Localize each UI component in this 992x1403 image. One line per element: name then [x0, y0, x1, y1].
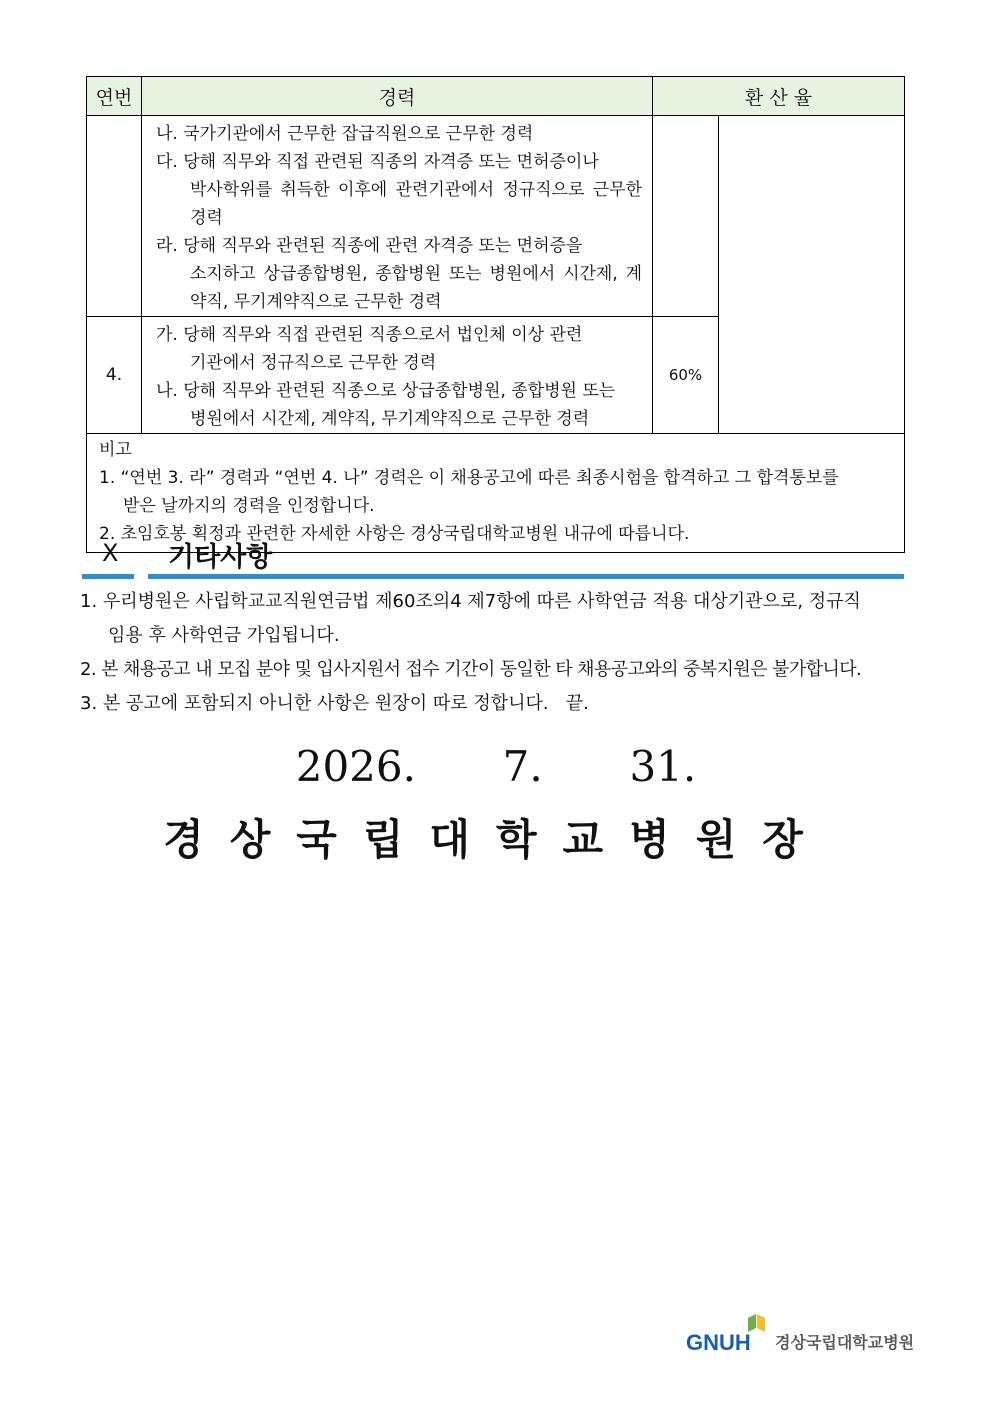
misc-list	[80, 585, 912, 721]
entry-text: 가. 당해 직무와 직접 관련된 직종으로서 법인체 이상 관련	[156, 325, 583, 345]
announcement-date: 2026. 7. 31.	[295, 742, 697, 791]
entry-continuation: 소지하고 상급종합병원, 종합병원 또는 병원에서 시간제, 계약직, 무기계약직으로 근무한 경력	[190, 264, 642, 312]
career-entry	[156, 148, 642, 232]
hospital-logo	[686, 1312, 916, 1356]
list-item-text: 3. 본 공고에 포함되지 아니한 사항은 원장이 따로 정합니다. 끝.	[80, 693, 589, 714]
section-number: X	[102, 539, 119, 567]
entry-continuation: 박사학위를 취득한 이후에 관련기관에서 정규직으로 근무한 경력	[190, 180, 642, 228]
note-text: 2. 초임호봉 획정과 관련한 자세한 사항은 경상국립대학교병원 내규에 따릅니다.	[99, 524, 690, 544]
logo-subtitle: 경상국립대학교병원	[775, 1333, 915, 1352]
career-entry	[156, 232, 642, 316]
career-entry	[156, 321, 642, 377]
note-item	[99, 464, 892, 520]
heading-underline-short	[82, 574, 134, 579]
row3-no-cell	[87, 116, 142, 317]
list-item	[80, 687, 912, 721]
entry-text: 나. 당해 직무와 관련된 직종으로 상급종합병원, 종합병원 또는	[156, 381, 616, 401]
entry-continuation: 병원에서 시간제, 계약직, 무기계약직으로 근무한 경력	[190, 409, 590, 429]
career-conversion-table	[86, 76, 905, 553]
logo-text: GNUH	[686, 1330, 751, 1355]
list-item-text: 2. 본 채용공고 내 모집 분야 및 입사지원서 접수 기간이 동일한 타 채용공고와의 중복지원은 불가합니다.	[80, 659, 862, 680]
list-item-continuation: 임용 후 사학연금 가입됩니다.	[108, 625, 340, 646]
header-rate: 환 산 율	[653, 77, 905, 116]
note-text: 1. “연번 3. 라” 경력과 “연번 4. 나” 경력은 이 채용공고에 따른 최종시험을 합격하고 그 합격통보를	[99, 468, 839, 488]
note-continuation: 받은 날까지의 경력을 인정합니다.	[123, 496, 375, 516]
heading-underline-long	[148, 574, 904, 579]
entry-text: 나. 국가기관에서 근무한 잡급직원으로 근무한 경력	[156, 124, 534, 144]
table-row	[87, 116, 905, 317]
header-no: 연번	[87, 77, 142, 116]
header-career: 경력	[142, 77, 653, 116]
list-item	[80, 585, 912, 653]
table-header-row	[87, 77, 905, 116]
blank-merged-cell	[719, 116, 905, 434]
row3-rate-cell	[653, 116, 719, 317]
list-item-text: 1. 우리병원은 사립학교교직원연금법 제60조의4 제7항에 따른 사학연금 적용 대상기관으로, 정규직	[80, 591, 861, 612]
entry-text: 라. 당해 직무와 관련된 직종에 관련 자격증 또는 면허증을	[156, 236, 583, 256]
gnuh-logo-mark	[686, 1312, 776, 1356]
section-heading	[82, 535, 904, 579]
career-entry	[156, 120, 642, 148]
section-title: 기타사항	[168, 542, 273, 573]
row3-career-cell	[142, 116, 653, 317]
row4-no-cell: 4.	[87, 317, 142, 434]
list-item	[80, 653, 912, 687]
note-title: 비고	[99, 440, 132, 460]
issuer-name: 경상국립대학교병원장	[163, 815, 829, 864]
entry-text: 다. 당해 직무와 직접 관련된 직종의 자격증 또는 면허증이나	[156, 152, 599, 172]
row4-career-cell	[142, 317, 653, 434]
row4-rate-cell: 60%	[653, 317, 719, 434]
entry-continuation: 기관에서 정규직으로 근무한 경력	[190, 353, 437, 373]
career-entry	[156, 377, 642, 433]
